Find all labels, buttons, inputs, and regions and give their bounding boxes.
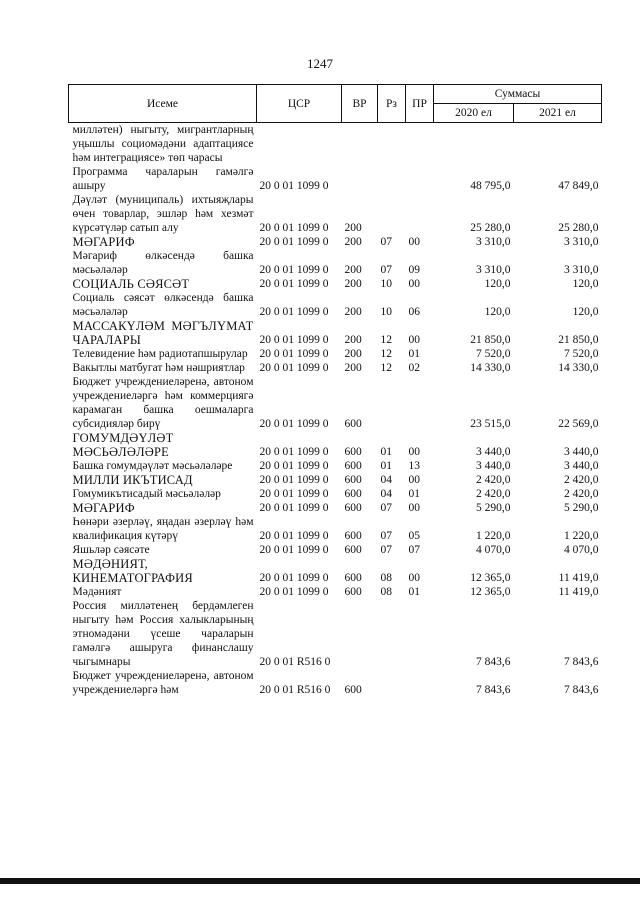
row-value-2021: 5 290,0 (564, 502, 599, 514)
row-value-2020: 25 280,0 (470, 222, 511, 234)
row-value-2021: 3 310,0 (564, 264, 599, 276)
row-pr: 00 (408, 236, 420, 248)
row-value-2020: 12 365,0 (470, 586, 511, 598)
row-vr: 600 (344, 586, 362, 598)
row-value-2020: 3 310,0 (476, 236, 511, 248)
row-csr: 20 0 01 1099 0 (259, 474, 329, 486)
row-vr: 600 (344, 488, 362, 500)
row-pr: 06 (408, 306, 420, 318)
table-row (69, 669, 602, 697)
row-value-2020: 1 220,0 (476, 530, 511, 542)
row-pr (406, 669, 434, 697)
row-rz (378, 165, 406, 193)
row-vr: 200 (344, 222, 362, 234)
header-name: Исеме (69, 85, 257, 123)
row-value-2021: 120,0 (572, 278, 599, 290)
row-vr: 600 (344, 572, 362, 584)
row-csr: 20 0 01 R516 0 (259, 684, 331, 696)
row-value-2020: 2 420,0 (476, 488, 511, 500)
table-row (69, 515, 602, 543)
row-value-2021: 3 310,0 (564, 236, 599, 248)
row-name: Дәүләт (муниципаль) ихтыяҗлары өчен товарлар, эшләр һәм хезмәт күрсәтүләр сатып алу (72, 194, 254, 234)
row-vr: 600 (344, 502, 362, 514)
row-value-2021: 7 520,0 (564, 348, 599, 360)
row-vr (342, 165, 378, 193)
row-value-2021: 1 220,0 (564, 530, 599, 542)
row-value-2021: 2 420,0 (564, 474, 599, 486)
row-value-2021: 11 419,0 (558, 586, 599, 598)
row-csr: 20 0 01 1099 0 (259, 488, 329, 500)
row-rz: 12 (380, 348, 392, 360)
row-rz: 07 (380, 530, 392, 542)
row-name: Программа чараларын гамәлгә ашыру (72, 166, 254, 192)
row-name: Вакытлы матбугат һәм нәшриятлар (72, 362, 245, 374)
row-csr: 20 0 01 1099 0 (259, 530, 329, 542)
row-pr: 05 (408, 530, 420, 542)
row-name: Башка гомумдәүләт мәсьәләләре (72, 460, 233, 472)
row-csr: 20 0 01 1099 0 (259, 306, 329, 318)
row-vr: 200 (344, 348, 362, 360)
row-pr: 09 (408, 264, 420, 276)
row-value-2020: 3 440,0 (476, 446, 511, 458)
table-row (69, 249, 602, 277)
row-vr: 600 (344, 544, 362, 556)
row-pr: 13 (408, 460, 420, 472)
row-vr: 200 (344, 264, 362, 276)
row-name: МӘДӘНИЯТ, КИНЕМАТОГРАФИЯ (72, 557, 193, 585)
table-row (69, 557, 602, 585)
table-row (69, 501, 602, 515)
row-value-2020: 7 520,0 (476, 348, 511, 360)
row-value-2020: 2 420,0 (476, 474, 511, 486)
row-vr: 200 (344, 362, 362, 374)
table-row (69, 543, 602, 557)
row-name: Телевидение һәм радиотапшырулар (72, 348, 248, 360)
row-pr: 00 (408, 278, 420, 290)
table-body (69, 123, 602, 698)
row-name: Бюджет учреждениеләренә, автоном учреждениеләргә һәм коммерциягә карамаган башка оешмаларга субсидияләр бирү (72, 376, 254, 430)
row-csr: 20 0 01 1099 0 (259, 222, 329, 234)
row-pr (406, 375, 434, 431)
row-rz: 01 (380, 446, 392, 458)
row-csr: 20 0 01 1099 0 (259, 236, 329, 248)
row-csr: 20 0 01 1099 0 (259, 180, 329, 192)
row-csr: 20 0 01 1099 0 (259, 460, 329, 472)
row-csr: 20 0 01 1099 0 (259, 334, 329, 346)
row-rz: 08 (380, 586, 392, 598)
row-vr: 600 (344, 530, 362, 542)
row-name: СОЦИАЛЬ СӘЯСӘТ (72, 277, 190, 291)
table-row (69, 459, 602, 473)
row-value-2020: 21 850,0 (470, 334, 511, 346)
row-csr: 20 0 01 1099 0 (259, 348, 329, 360)
row-name: Бюджет учреждениеләренә, автоном учреждениеләргә һәм (72, 670, 254, 696)
row-value-2021: 7 843,6 (564, 656, 599, 668)
row-pr (406, 123, 434, 166)
row-value-2021: 14 330,0 (558, 362, 599, 374)
table-row (69, 235, 602, 249)
row-csr: 20 0 01 1099 0 (259, 418, 329, 430)
row-csr: 20 0 01 1099 0 (259, 362, 329, 374)
header-rz: Рз (378, 85, 406, 123)
row-pr: 07 (408, 544, 420, 556)
table-row (69, 277, 602, 291)
table-row (69, 487, 602, 501)
row-value-2021: 3 440,0 (564, 446, 599, 458)
row-value-2021: 2 420,0 (564, 488, 599, 500)
row-name: Һөнәри әзерләү, яңадан әзерләү һәм квалификация күтәрү (72, 516, 254, 542)
row-value-2021: 22 569,0 (558, 418, 599, 430)
row-rz (378, 375, 406, 431)
row-pr (406, 165, 434, 193)
row-rz: 01 (380, 460, 392, 472)
row-vr: 600 (344, 446, 362, 458)
row-vr: 600 (344, 474, 362, 486)
table-row (69, 165, 602, 193)
table-row (69, 347, 602, 361)
table-row (69, 123, 602, 166)
row-rz: 04 (380, 474, 392, 486)
row-vr: 600 (344, 418, 362, 430)
row-rz: 07 (380, 236, 392, 248)
row-vr: 200 (344, 278, 362, 290)
row-value-2021: 7 843,6 (564, 684, 599, 696)
page-number: 1247 (307, 56, 333, 71)
row-value-2020: 12 365,0 (470, 572, 511, 584)
row-rz: 04 (380, 488, 392, 500)
row-csr: 20 0 01 1099 0 (259, 572, 329, 584)
row-pr: 01 (408, 586, 420, 598)
row-csr: 20 0 01 1099 0 (259, 544, 329, 556)
row-value-2020: 120,0 (484, 306, 511, 318)
row-csr: 20 0 01 1099 0 (259, 264, 329, 276)
row-name: МИЛЛИ ИКЪТИСАД (72, 473, 193, 487)
row-name: Яшьләр сәясәте (72, 544, 150, 556)
row-value-2020: 7 843,6 (476, 656, 511, 668)
row-name: МАССАКҮЛӘМ МӘГЪЛҮМАТ ЧАРАЛАРЫ (72, 319, 254, 347)
row-value-2020: 48 795,0 (470, 180, 511, 192)
header-vr: ВР (342, 85, 378, 123)
row-rz: 10 (380, 278, 392, 290)
row-pr: 00 (408, 502, 420, 514)
row-pr (406, 599, 434, 669)
header-year-2020: 2020 ел (434, 104, 514, 123)
row-value-2021: 4 070,0 (564, 544, 599, 556)
row-rz: 12 (380, 334, 392, 346)
header-year-2021: 2021 ел (514, 104, 602, 123)
row-value-2020: 3 440,0 (476, 460, 511, 472)
table-row (69, 599, 602, 669)
row-name: Мәгариф өлкәсендә башка мәсьәләләр (72, 250, 254, 276)
row-name: Россия милләтенең бердәмлеген ныгыту һәм Россия халыкларының этномәдәни үсеше чараларын гамәлгә ашыруга финанслашу чыгымнары (72, 600, 254, 668)
row-name: Гомумикътисадый мәсьәләләр (72, 488, 221, 500)
row-value-2021: 25 280,0 (558, 222, 599, 234)
row-vr (342, 599, 378, 669)
table-row (69, 585, 602, 599)
row-vr: 200 (344, 236, 362, 248)
row-vr: 200 (344, 306, 362, 318)
row-value-2021: 3 440,0 (564, 460, 599, 472)
row-name: милләтен) ныгыту, мигрантларның уңышлы социомәдәни адаптациясе һәм интеграциясе» төп чарасы (72, 124, 254, 164)
row-value-2020: 14 330,0 (470, 362, 511, 374)
table-row (69, 193, 602, 235)
row-rz (378, 193, 406, 235)
row-rz: 10 (380, 306, 392, 318)
row-vr (342, 123, 378, 166)
scan-edge-bar (0, 878, 640, 884)
row-vr: 600 (344, 684, 362, 696)
row-rz (378, 123, 406, 166)
row-csr: 20 0 01 1099 0 (259, 586, 329, 598)
row-pr: 00 (408, 474, 420, 486)
row-value-2020: 7 843,6 (476, 684, 511, 696)
row-pr: 00 (408, 334, 420, 346)
row-value-2020: 4 070,0 (476, 544, 511, 556)
header-pr: ПР (406, 85, 434, 123)
row-csr: 20 0 01 1099 0 (259, 446, 329, 458)
header-sums: Суммасы (434, 85, 602, 104)
row-pr (406, 193, 434, 235)
row-rz: 07 (380, 544, 392, 556)
row-value-2020: 3 310,0 (476, 264, 511, 276)
row-value-2020: 23 515,0 (470, 418, 511, 430)
row-name: МӘГАРИФ (72, 501, 135, 515)
table-row (69, 375, 602, 431)
row-csr: 20 0 01 R516 0 (259, 656, 331, 668)
header-csr: ЦСР (257, 85, 342, 123)
row-name: ГОМУМДӘҮЛӘТ МӘСЬӘЛӘЛӘРЕ (72, 431, 174, 459)
row-name: Социаль сәясәт өлкәсендә башка мәсьәләләр (72, 292, 254, 318)
budget-table (68, 84, 602, 697)
row-value-2021: 47 849,0 (558, 180, 599, 192)
row-pr: 00 (408, 572, 420, 584)
row-pr: 02 (408, 362, 420, 374)
row-pr: 01 (408, 348, 420, 360)
table-row (69, 473, 602, 487)
row-value-2021: 21 850,0 (558, 334, 599, 346)
row-rz (378, 599, 406, 669)
row-csr (257, 123, 342, 166)
row-value-2020 (434, 123, 514, 166)
row-pr: 00 (408, 446, 420, 458)
row-csr: 20 0 01 1099 0 (259, 502, 329, 514)
row-value-2020: 5 290,0 (476, 502, 511, 514)
row-name: Мәдәният (72, 586, 122, 598)
row-name: МӘГАРИФ (72, 235, 135, 249)
table-row (69, 291, 602, 319)
row-rz: 12 (380, 362, 392, 374)
row-pr: 01 (408, 488, 420, 500)
row-csr: 20 0 01 1099 0 (259, 278, 329, 290)
row-value-2021: 11 419,0 (558, 572, 599, 584)
row-value-2020: 120,0 (484, 278, 511, 290)
row-rz: 07 (380, 264, 392, 276)
row-rz: 07 (380, 502, 392, 514)
row-value-2021 (514, 123, 602, 166)
row-vr: 600 (344, 460, 362, 472)
table-row (69, 361, 602, 375)
table-header (69, 85, 602, 123)
table-row (69, 319, 602, 347)
row-vr: 200 (344, 334, 362, 346)
row-value-2021: 120,0 (572, 306, 599, 318)
row-rz (378, 669, 406, 697)
table-row (69, 431, 602, 459)
row-rz: 08 (380, 572, 392, 584)
